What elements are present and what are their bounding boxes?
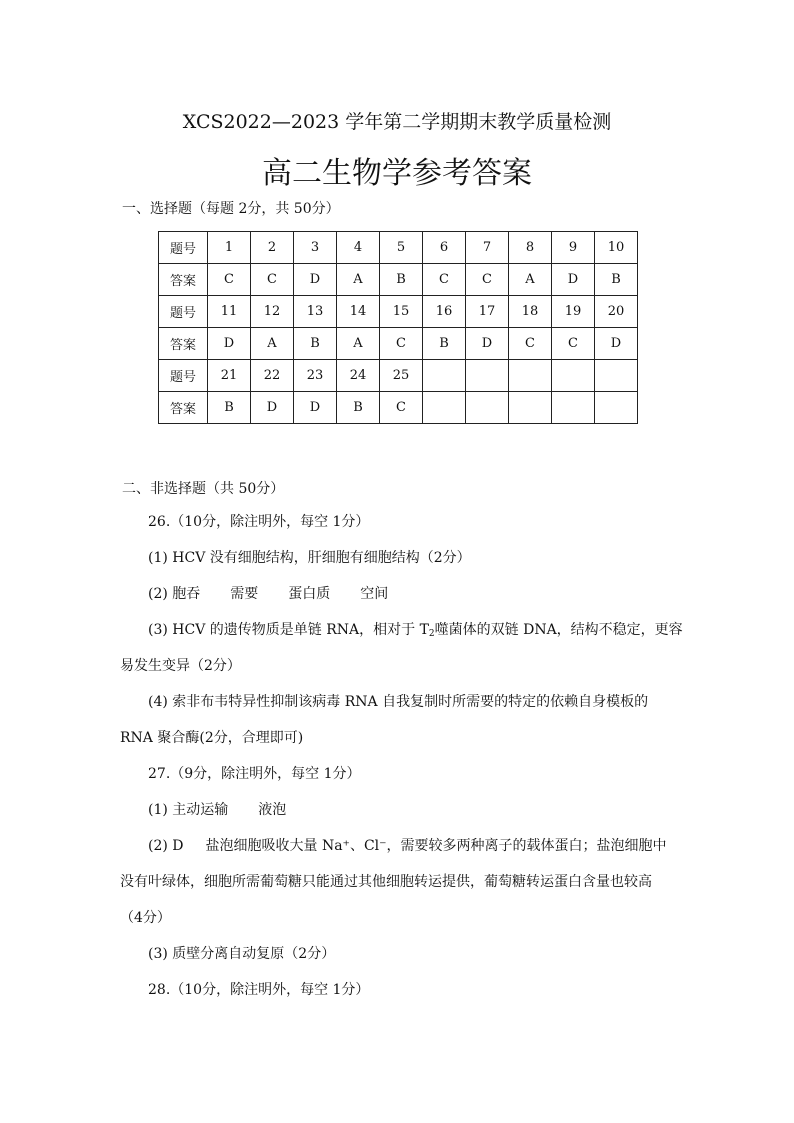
q27-part1-b: 液泡 xyxy=(258,802,287,818)
answer-cell: C xyxy=(380,392,423,424)
answer-table xyxy=(158,231,638,424)
q27-part2-b: 盐泡细胞吸收大量 Na⁺、Cl⁻，需要较多两种离子的载体蛋白；盐泡细胞中 xyxy=(205,838,667,854)
answer-cell xyxy=(552,392,595,424)
answer-cell: D xyxy=(251,392,294,424)
question-number-cell: 17 xyxy=(466,296,509,328)
answer-cell: D xyxy=(466,328,509,360)
q28-heading: 28.（10分，除注明外，每空 1分） xyxy=(148,982,370,998)
answer-cell: C xyxy=(251,264,294,296)
q26-part3-b: 噬菌体的双链 DNA，结构不稳定，更容 xyxy=(434,622,683,638)
q26-part2-c: 蛋白质 xyxy=(288,586,331,602)
answer-cell xyxy=(423,392,466,424)
q26-part3 xyxy=(148,623,683,639)
row-label-answer: 答案 xyxy=(159,264,208,296)
q27-part2-cont: 没有叶绿体，细胞所需葡萄糖只能通过其他细胞转运提供，葡萄糖转运蛋白含量也较高 xyxy=(120,874,652,890)
question-number-cell: 5 xyxy=(380,232,423,264)
answer-cell: C xyxy=(380,328,423,360)
question-number-cell: 25 xyxy=(380,360,423,392)
section-2-heading: 二、非选择题（共 50分） xyxy=(122,481,285,497)
answer-cell: C xyxy=(509,328,552,360)
question-number-cell: 1 xyxy=(208,232,251,264)
q26-part2-a: (2) 胞吞 xyxy=(148,586,201,602)
q26-part3-cont: 易发生变异（2分） xyxy=(120,658,241,674)
question-number-cell: 20 xyxy=(595,296,638,328)
q26-part1: (1) HCV 没有细胞结构，肝细胞有细胞结构（2分） xyxy=(148,550,471,566)
question-number-cell xyxy=(509,360,552,392)
q27-part3: (3) 质壁分离自动复原（2分） xyxy=(148,946,336,962)
answer-cell: B xyxy=(423,328,466,360)
q26-part2-d: 空间 xyxy=(360,586,389,602)
q26-part4-cont: RNA 聚合酶(2分，合理即可) xyxy=(120,730,304,746)
question-number-cell: 11 xyxy=(208,296,251,328)
question-number-row xyxy=(159,360,638,392)
question-number-cell: 18 xyxy=(509,296,552,328)
q27-part2-score: （4分） xyxy=(120,910,171,926)
answer-cell: A xyxy=(337,264,380,296)
answer-cell xyxy=(466,392,509,424)
q26-part4: (4) 索非布韦特异性抑制该病毒 RNA 自我复制时所需要的特定的依赖自身模板的 xyxy=(148,694,649,710)
question-number-cell: 3 xyxy=(294,232,337,264)
question-number-cell: 2 xyxy=(251,232,294,264)
q27-part1-a: (1) 主动运输 xyxy=(148,802,229,818)
question-number-cell xyxy=(552,360,595,392)
answer-cell: B xyxy=(208,392,251,424)
exam-subtitle: XCS2022—2023 学年第二学期期末教学质量检测 xyxy=(182,111,612,133)
answer-cell: A xyxy=(337,328,380,360)
question-number-cell: 13 xyxy=(294,296,337,328)
answer-cell: C xyxy=(552,328,595,360)
answer-row xyxy=(159,264,638,296)
answer-cell: D xyxy=(552,264,595,296)
question-number-cell: 23 xyxy=(294,360,337,392)
question-number-cell: 22 xyxy=(251,360,294,392)
answer-cell: C xyxy=(208,264,251,296)
q26-part2-b: 需要 xyxy=(230,586,259,602)
page-title: 高二生物学参考答案 xyxy=(262,156,532,191)
q26-heading: 26.（10分，除注明外，每空 1分） xyxy=(148,514,370,530)
question-number-cell xyxy=(423,360,466,392)
row-label-question: 题号 xyxy=(159,232,208,264)
answer-cell: D xyxy=(294,392,337,424)
q27-part1 xyxy=(148,803,286,817)
row-label-question: 题号 xyxy=(159,296,208,328)
q26-part3-sub: 2 xyxy=(428,629,435,639)
row-label-answer: 答案 xyxy=(159,328,208,360)
answer-cell: D xyxy=(595,328,638,360)
question-number-cell: 24 xyxy=(337,360,380,392)
question-number-cell: 14 xyxy=(337,296,380,328)
answer-row xyxy=(159,392,638,424)
answer-cell: D xyxy=(294,264,337,296)
question-number-cell: 15 xyxy=(380,296,423,328)
question-number-cell: 16 xyxy=(423,296,466,328)
row-label-question: 题号 xyxy=(159,360,208,392)
answer-cell: B xyxy=(294,328,337,360)
question-number-cell: 10 xyxy=(595,232,638,264)
question-number-cell: 21 xyxy=(208,360,251,392)
question-number-cell: 4 xyxy=(337,232,380,264)
answer-cell: B xyxy=(380,264,423,296)
question-number-cell: 9 xyxy=(552,232,595,264)
question-number-cell xyxy=(595,360,638,392)
q26-part3-a: (3) HCV 的遗传物质是单链 RNA，相对于 T xyxy=(148,622,429,638)
question-number-cell: 19 xyxy=(552,296,595,328)
answer-cell: A xyxy=(251,328,294,360)
q27-part2-a: (2) D xyxy=(148,838,184,854)
question-number-row xyxy=(159,296,638,328)
question-number-cell xyxy=(466,360,509,392)
q27-heading: 27.（9分，除注明外，每空 1分） xyxy=(148,766,361,782)
answer-cell: C xyxy=(466,264,509,296)
question-number-cell: 12 xyxy=(251,296,294,328)
q27-part2 xyxy=(148,839,667,853)
q26-part2 xyxy=(148,587,388,601)
question-number-cell: 6 xyxy=(423,232,466,264)
answer-cell: B xyxy=(337,392,380,424)
question-number-row xyxy=(159,232,638,264)
answer-cell: C xyxy=(423,264,466,296)
answer-row xyxy=(159,328,638,360)
section-1-heading: 一、选择题（每题 2分，共 50分） xyxy=(122,201,340,217)
answer-cell xyxy=(509,392,552,424)
question-number-cell: 7 xyxy=(466,232,509,264)
answer-cell: B xyxy=(595,264,638,296)
answer-cell xyxy=(595,392,638,424)
row-label-answer: 答案 xyxy=(159,392,208,424)
question-number-cell: 8 xyxy=(509,232,552,264)
answer-cell: A xyxy=(509,264,552,296)
answer-cell: D xyxy=(208,328,251,360)
